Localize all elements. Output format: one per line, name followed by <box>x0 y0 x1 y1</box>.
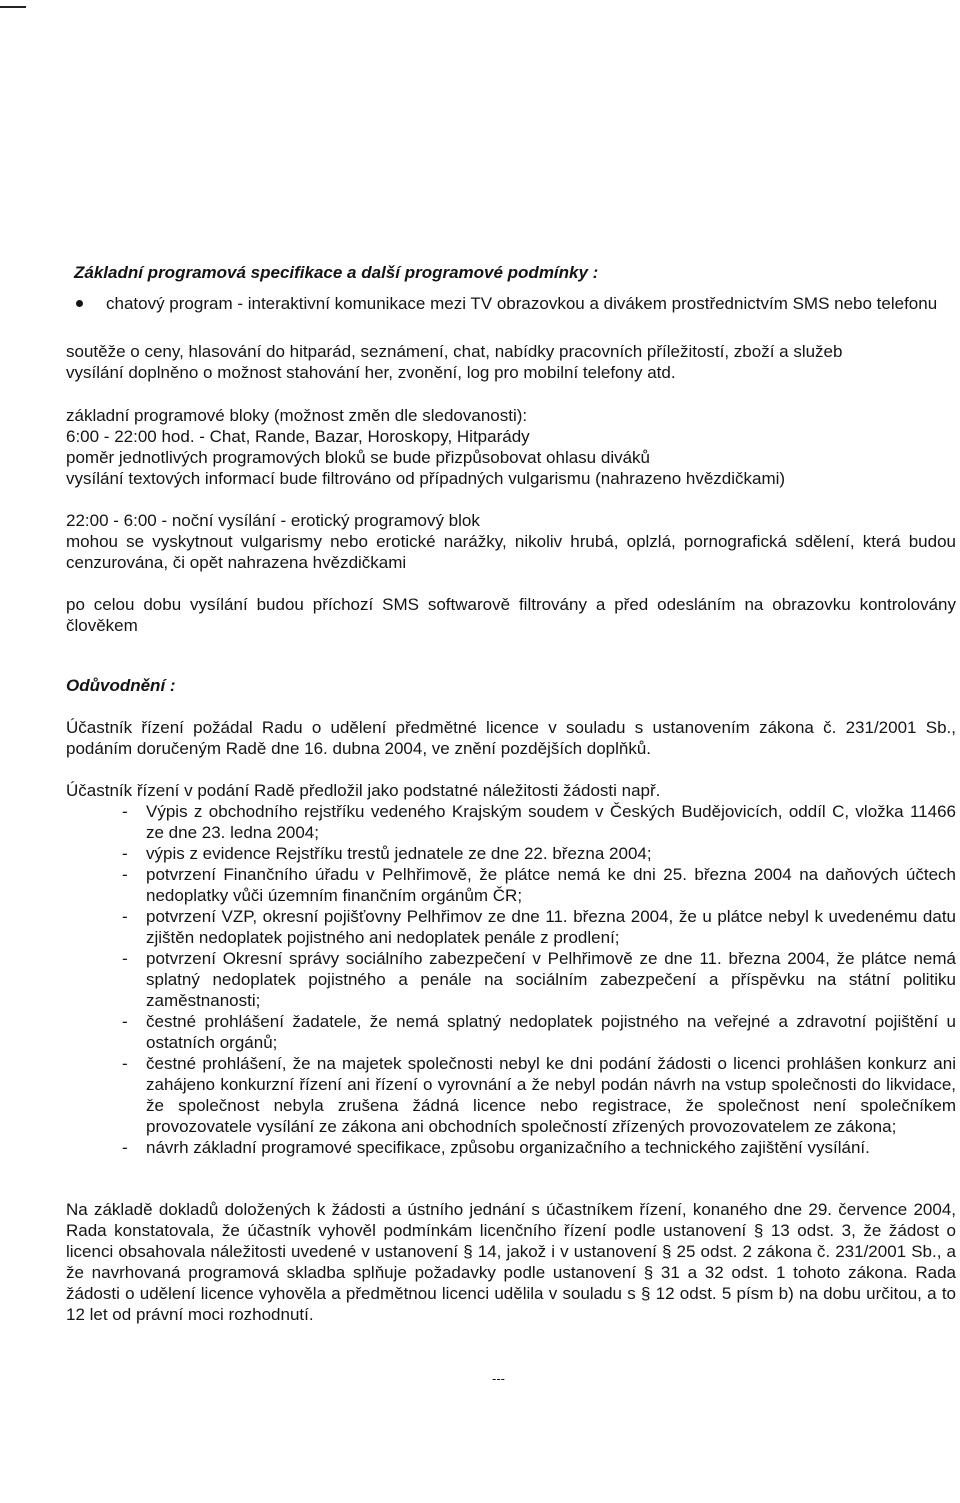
list-item: - potvrzení VZP, okresní pojišťovny Pelhřimov ze dne 11. března 2004, že u plátce nebyl k uvedenému datu zjištěn nedoplatek pojistného ani nedoplatek penále z prodlení; <box>66 906 956 948</box>
scan-mark <box>0 6 26 8</box>
spec-heading: Základní programová specifikace a další programové podmínky : <box>74 263 599 282</box>
spec-bullet-text: chatový program - interaktivní komunikace mezi TV obrazovkou a divákem prostřednictvím SMS nebo telefonu <box>106 294 938 313</box>
footer-mark: --- <box>492 1371 505 1386</box>
attachments-list <box>66 801 956 1158</box>
spec-blocks-title: základní programové bloky (možnost změn dle sledovanosti): <box>66 406 528 425</box>
spec-sms-note: po celou dobu vysílání budou příchozí SMS softwarově filtrovány a před odesláním na obrazovku kontrolovány člověkem <box>66 595 956 635</box>
list-item: - výpis z evidence Rejstříku trestů jednatele ze dne 22. března 2004; <box>66 843 956 864</box>
list-item: - potvrzení Okresní správy sociálního zabezpečení v Pelhřimově ze dne 11. března 2004, že plátce nemá splatný nedoplatek pojistného a penále na sociálním zabezpečení a příspěvku na státní politiku zaměstnanosti; <box>66 948 956 1011</box>
spec-day-block: 6:00 - 22:00 hod. - Chat, Rande, Bazar, Horoskopy, Hitparády <box>66 427 530 446</box>
list-item: - Výpis z obchodního rejstříku vedeného Krajským soudem v Českých Budějovicích, oddíl C, vložka 11466 ze dne 23. ledna 2004; <box>66 801 956 843</box>
list-item: - čestné prohlášení, že na majetek společnosti nebyl ke dni podání žádosti o licenci prohlášen konkurz ani zahájeno konkurzní řízení ani řízení o vyrovnání a že nebyl podán návrh na vstup společnosti do likvidace, že společnost nebyla zrušena žádná licence nebo registrace, že společnost není společníkem provozovatele vysílání ze zákona ani obchodních společností zřízených provozovatelem ze zákona; <box>66 1053 956 1137</box>
reason-paragraph-3: Na základě dokladů doložených k žádosti a ústního jednání s účastníkem řízení, konaného dne 29. července 2004, Rada konstatovala, že účastník vyhověl podmínkám licenčního řízení podle ustanovení § 13 odst. 3, že žádost o licenci obsahovala náležitosti uvedené v ustanovení § 14, jakož i v ustanovení § 25 odst. 2 zákona č. 231/2001 Sb., a že navrhovaná programová skladba splňuje požadavky podle ustanovení § 31 a 32 odst. 1 tohoto zákona. Rada žádosti o udělení licence vyhověla a předmětnou licenci udělila v souladu s § 12 odst. 5 písm b) na dobu určitou, a to 12 let od právní moci rozhodnutí. <box>66 1200 956 1324</box>
reason-heading: Odůvodnění : <box>66 676 176 695</box>
reason-paragraph-1: Účastník řízení požádal Radu o udělení předmětné licence v souladu s ustanovením zákona č. 231/2001 Sb., podáním doručeným Radě dne 16. dubna 2004, ve znění pozdějších doplňků. <box>66 718 956 758</box>
spec-line-downloads: vysílání doplněno o možnost stahování her, zvonění, log pro mobilní telefony atd. <box>66 363 676 382</box>
spec-night-note: mohou se vyskytnout vulgarismy nebo erotické narážky, nikoliv hrubá, oplzlá, pornografická sdělení, která budou cenzurována, či opět nahrazena hvězdičkami <box>66 532 956 572</box>
bullet-icon <box>76 300 83 307</box>
reason-intro: Účastník řízení v podání Radě předložil jako podstatné náležitosti žádosti např. <box>66 781 661 800</box>
spec-day-ratio: poměr jednotlivých programových bloků se bude přizpůsobovat ohlasu diváků <box>66 448 651 467</box>
attachments-list-wrap <box>66 801 956 1158</box>
list-item: - potvrzení Finančního úřadu v Pelhřimově, že plátce nemá ke dni 25. března 2004 na daňových účtech nedoplatky vůči územním finančním orgánům ČR; <box>66 864 956 906</box>
list-item: - návrh základní programové specifikace, způsobu organizačního a technického zajištění vysílání. <box>66 1137 956 1158</box>
spec-day-filter: vysílání textových informací bude filtrováno od případných vulgarismu (nahrazeno hvězdičkami) <box>66 469 786 488</box>
spec-line-competitions: soutěže o ceny, hlasování do hitparád, seznámení, chat, nabídky pracovních příležitostí, zboží a služeb <box>66 342 843 361</box>
spec-night-block: 22:00 - 6:00 - noční vysílání - erotický programový blok <box>66 511 480 530</box>
list-item: - čestné prohlášení žadatele, že nemá splatný nedoplatek pojistného na veřejné a zdravotní pojištění u ostatních orgánů; <box>66 1011 956 1053</box>
